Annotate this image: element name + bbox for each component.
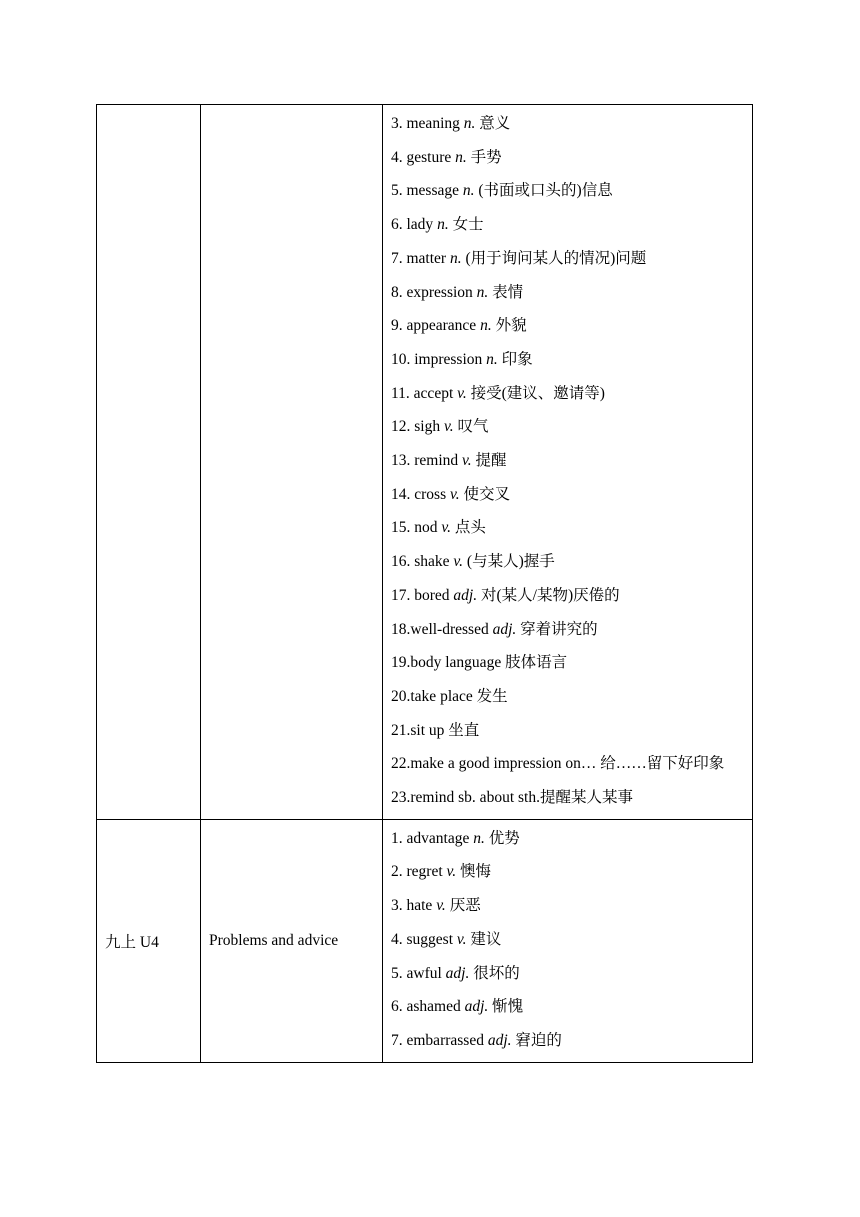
entry-meaning: 穿着讲究的 (520, 620, 598, 638)
vocab-entry (391, 174, 744, 208)
unit-cell: 九上 U4 (97, 819, 201, 1062)
entry-part-of-speech: n. (462, 182, 475, 200)
vocab-entry (391, 923, 744, 957)
entry-part-of-speech: v. (453, 553, 464, 571)
entry-word: 2. regret (391, 863, 443, 881)
vocab-entry (391, 410, 744, 444)
entry-word: 23.remind sb. about sth. (391, 789, 540, 807)
entry-word: 15. nod (391, 519, 438, 537)
entry-part-of-speech: v. (441, 519, 451, 537)
entry-word: 7. embarrassed (391, 1031, 484, 1049)
entry-part-of-speech: v. (446, 863, 457, 881)
vocab-entry (391, 747, 744, 781)
entry-word: 21.sit up (391, 721, 445, 739)
entry-word: 20.take place (391, 687, 473, 705)
vocab-entry (391, 343, 744, 377)
entry-word: 5. awful (391, 964, 442, 982)
vocab-entry (391, 276, 744, 310)
entry-part-of-speech: adj. (464, 998, 489, 1016)
entry-part-of-speech: adj. (492, 620, 517, 638)
vocab-entry (391, 141, 744, 175)
entry-meaning: 惭愧 (492, 998, 524, 1016)
vocab-entry (391, 511, 744, 545)
entry-meaning: 外貌 (495, 317, 527, 335)
entry-part-of-speech: v. (436, 897, 446, 915)
entry-word: 6. ashamed (391, 998, 461, 1016)
entry-word: 14. cross (391, 485, 447, 503)
entry-word: 16. shake (391, 553, 450, 571)
entry-list (383, 820, 752, 1062)
vocab-entry (391, 889, 744, 923)
vocab-entry (391, 680, 744, 714)
entry-meaning: 点头 (454, 519, 486, 537)
entry-meaning: 使交叉 (463, 485, 510, 503)
vocab-entry (391, 714, 744, 748)
entry-list (383, 105, 752, 819)
entry-word: 3. meaning (391, 115, 460, 132)
entry-part-of-speech: n. (480, 317, 492, 335)
vocab-entry (391, 646, 744, 680)
entry-part-of-speech: n. (473, 829, 485, 847)
entry-word: 17. bored (391, 586, 450, 604)
entry-word: 4. suggest (391, 930, 453, 948)
entry-meaning: 坐直 (448, 721, 480, 739)
entry-word: 10. impression (391, 350, 483, 368)
entry-meaning: 表情 (492, 283, 524, 301)
entry-meaning: 发生 (476, 687, 508, 705)
vocab-entry (391, 613, 744, 647)
vocab-entry (391, 781, 744, 815)
entry-meaning: 女士 (452, 216, 484, 234)
entry-meaning: (用于询问某人的情况)问题 (465, 249, 647, 267)
entry-meaning: 厌恶 (449, 897, 481, 915)
vocab-entry (391, 545, 744, 579)
entry-word: 4. gesture (391, 148, 452, 166)
entry-meaning: 窘迫的 (515, 1031, 562, 1049)
vocab-entry (391, 377, 744, 411)
entry-word: 8. expression (391, 283, 473, 301)
entry-part-of-speech: n. (463, 115, 476, 132)
entry-part-of-speech: adj. (487, 1031, 512, 1049)
entry-word: 6. lady (391, 216, 434, 234)
entry-meaning: 提醒某人某事 (539, 789, 633, 807)
entry-meaning: 意义 (479, 115, 511, 132)
vocab-entry (391, 107, 744, 141)
entry-part-of-speech: adj. (453, 586, 478, 604)
vocab-entry (391, 1024, 744, 1058)
entry-meaning: 印象 (501, 350, 533, 368)
vocab-entry (391, 309, 744, 343)
entry-word: 13. remind (391, 452, 459, 470)
entry-meaning: 很坏的 (473, 964, 520, 982)
entry-meaning: 优势 (488, 829, 520, 847)
entry-part-of-speech: n. (476, 283, 489, 301)
entry-meaning: 对(某人/某物)厌倦的 (480, 586, 620, 604)
table-body (97, 105, 753, 1063)
topic-cell: Problems and advice (201, 819, 383, 1062)
entry-part-of-speech: v. (443, 418, 454, 436)
entry-part-of-speech: adj. (445, 964, 470, 982)
vocab-entry (391, 208, 744, 242)
entry-part-of-speech: n. (437, 216, 449, 234)
entry-part-of-speech: n. (455, 148, 467, 166)
table-row (97, 819, 753, 1062)
entry-word: 5. message (391, 182, 460, 200)
vocabulary-cell (383, 819, 753, 1062)
entry-part-of-speech: v. (456, 930, 467, 948)
entry-meaning: 肢体语言 (505, 654, 568, 672)
vocab-entry (391, 444, 744, 478)
entry-part-of-speech: v. (457, 384, 467, 402)
entry-word: 9. appearance (391, 317, 477, 335)
entry-word: 1. advantage (391, 829, 470, 847)
entry-meaning: 手势 (470, 148, 502, 166)
entry-word: 22.make a good impression on… (391, 755, 597, 773)
entry-part-of-speech: n. (486, 350, 498, 368)
vocabulary-table (96, 104, 753, 1063)
entry-part-of-speech: v. (449, 485, 460, 503)
entry-word: 12. sigh (391, 418, 441, 436)
entry-word: 3. hate (391, 897, 433, 915)
entry-word: 19.body language (391, 654, 502, 672)
vocab-entry (391, 478, 744, 512)
vocab-entry (391, 822, 744, 856)
entry-word: 18.well-dressed (391, 620, 489, 638)
table-row (97, 105, 753, 820)
vocab-entry (391, 990, 744, 1024)
entry-word: 11. accept (391, 384, 454, 402)
entry-meaning: (与某人)握手 (466, 553, 555, 571)
vocabulary-cell (383, 105, 753, 820)
entry-word: 7. matter (391, 249, 447, 267)
unit-cell (97, 105, 201, 820)
vocab-entry (391, 242, 744, 276)
entry-meaning: 叹气 (457, 418, 489, 436)
vocab-entry (391, 855, 744, 889)
entry-meaning: 提醒 (475, 452, 507, 470)
entry-meaning: 懊悔 (460, 863, 492, 881)
entry-part-of-speech: v. (462, 452, 472, 470)
entry-meaning: 给……留下好印象 (600, 755, 725, 773)
vocab-entry (391, 957, 744, 991)
vocab-entry (391, 579, 744, 613)
topic-cell (201, 105, 383, 820)
entry-meaning: 建议 (470, 930, 502, 948)
entry-part-of-speech: n. (449, 249, 462, 267)
entry-meaning: (书面或口头的)信息 (478, 182, 613, 200)
entry-meaning: 接受(建议、邀请等) (470, 384, 605, 402)
